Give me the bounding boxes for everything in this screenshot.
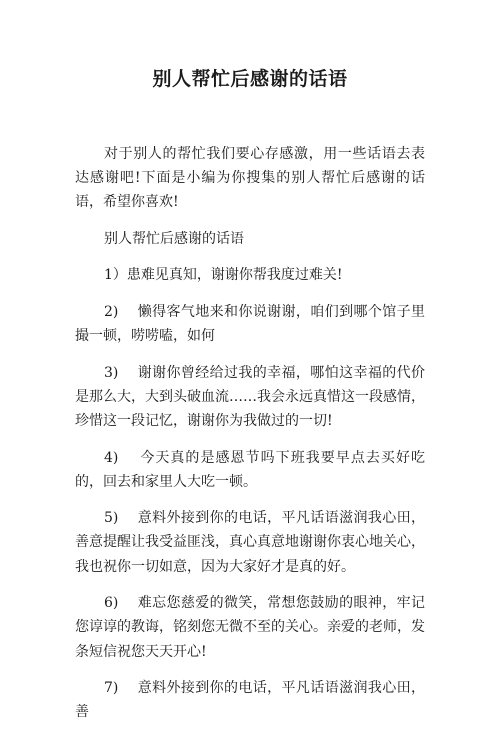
document-body — [75, 142, 425, 737]
page-title: 别人帮忙后感谢的话语 — [152, 68, 348, 90]
list-item: 4) 今天真的是感恩节吗下班我要早点去买好吃的，回去和家里人大吃一顿。 — [75, 449, 425, 490]
list-item: 2) 懒得客气地来和你说谢谢，咱们到哪个馆子里撮一顿，唠唠嗑，如何 — [75, 303, 425, 345]
list-item: 5) 意料外接到你的电话，平凡话语滋润我心田，善意提醒让我受益匪浅，真心真意地谢谢你衷心地关心，我也祝你一切如意，因为大家好才是真的好。 — [75, 510, 425, 575]
intro-paragraph: 对于别人的帮忙我们要心存感激，用一些话语去表达感谢吧!下面是小编为你搜集的别人帮忙后感谢的话语，希望你喜欢! — [75, 146, 425, 211]
list-item: 3) 谢谢你曾经给过我的幸福，哪怕这幸福的代价是那么大，大到头破血流……我会永远真惜这一段感情，珍惜这一段记忆，谢谢你为我做过的一切! — [75, 364, 425, 430]
list-item: 1）患难见真知，谢谢你帮我度过难关! — [104, 267, 343, 284]
list-item: 7) 意料外接到你的电话，平凡话语滋润我心田，善 — [75, 680, 425, 721]
section-heading: 别人帮忙后感谢的话语 — [104, 230, 244, 247]
list-item: 6) 难忘您慈爱的微笑，常想您鼓励的眼神，牢记您谆谆的教诲，铭刻您无微不至的关心。亲爱的老师，发条短信祝您天天开心! — [75, 595, 425, 660]
